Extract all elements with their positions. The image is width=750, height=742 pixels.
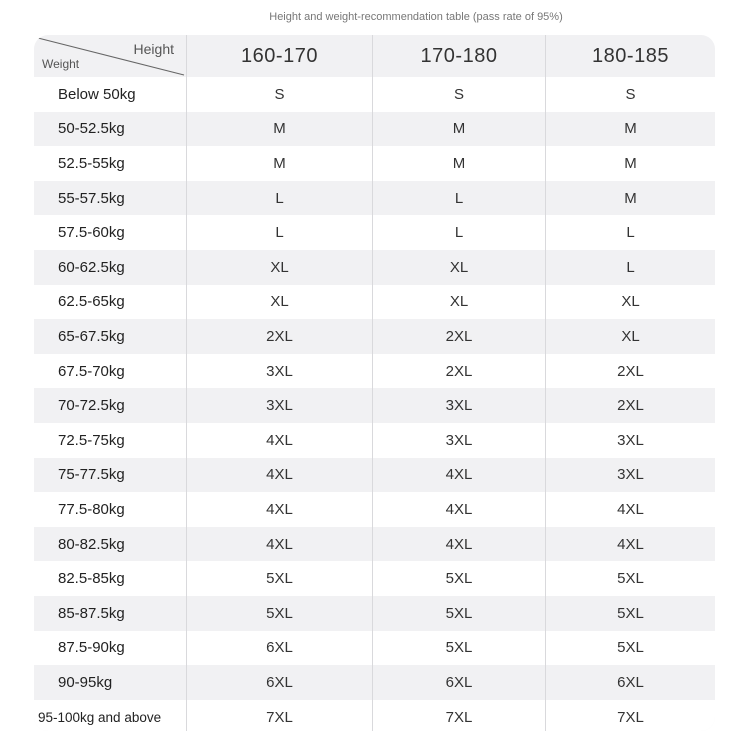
- weight-axis-label: Weight: [42, 57, 80, 71]
- weight-range-cell: 80-82.5kg: [58, 535, 125, 553]
- size-cell: 5XL: [266, 604, 293, 622]
- weight-range-cell: 52.5-55kg: [58, 154, 125, 172]
- size-cell: 3XL: [266, 362, 293, 380]
- column-divider: [372, 35, 373, 731]
- table-row: [34, 77, 715, 112]
- table-caption: Height and weight-recommendation table (pass rate of 95%): [269, 11, 563, 23]
- size-cell: M: [624, 154, 637, 172]
- size-cell: 4XL: [617, 500, 644, 518]
- weight-range-cell: 57.5-60kg: [58, 224, 125, 242]
- size-cell: 5XL: [445, 570, 473, 588]
- table-row: [34, 527, 715, 562]
- size-cell: L: [626, 258, 635, 276]
- size-cell: 3XL: [266, 397, 293, 415]
- weight-range-cell: 72.5-75kg: [58, 431, 125, 449]
- table-row: [34, 631, 715, 666]
- table-row: [34, 596, 715, 631]
- size-cell: 6XL: [266, 673, 293, 691]
- column-divider: [545, 35, 546, 731]
- weight-range-cell: 95-100kg and above: [38, 709, 162, 725]
- size-cell: 6XL: [617, 673, 644, 691]
- size-cell: 6XL: [445, 673, 473, 691]
- size-cell: 3XL: [445, 431, 473, 449]
- size-cell: M: [273, 154, 286, 172]
- size-cell: M: [452, 120, 466, 138]
- table-row: [34, 250, 715, 285]
- header-corner-cell: [34, 35, 186, 77]
- table-row: [34, 561, 715, 596]
- size-cell: 5XL: [445, 604, 473, 622]
- size-cell: 7XL: [445, 708, 473, 726]
- size-cell: 5XL: [617, 604, 644, 622]
- table-row: [34, 423, 715, 458]
- size-cell: 4XL: [445, 466, 473, 484]
- size-cell: 5XL: [445, 639, 473, 657]
- size-cell: 5XL: [266, 570, 293, 588]
- size-table: [34, 35, 715, 731]
- size-cell: 2XL: [617, 397, 644, 415]
- weight-range-cell: 90-95kg: [58, 673, 113, 691]
- size-cell: 4XL: [617, 535, 644, 553]
- size-cell: 7XL: [266, 708, 293, 726]
- table-row: [34, 458, 715, 493]
- size-cell: 3XL: [445, 397, 473, 415]
- weight-range-cell: 75-77.5kg: [58, 466, 125, 484]
- size-cell: 6XL: [266, 639, 293, 657]
- weight-range-cell: 60-62.5kg: [58, 258, 125, 276]
- column-header-height-1: 160-170: [241, 44, 318, 67]
- weight-range-cell: 55-57.5kg: [58, 189, 125, 207]
- size-cell: M: [624, 120, 637, 138]
- size-cell: XL: [449, 293, 469, 311]
- table-row: [34, 700, 715, 731]
- weight-range-cell: 62.5-65kg: [58, 293, 125, 311]
- weight-range-cell: 77.5-80kg: [58, 500, 125, 518]
- table-row: [34, 492, 715, 527]
- size-cell: L: [454, 189, 464, 207]
- column-header-height-2: 170-180: [420, 44, 498, 67]
- size-cell: XL: [270, 258, 289, 276]
- table-row: [34, 388, 715, 423]
- size-cell: XL: [449, 258, 469, 276]
- weight-range-cell: 85-87.5kg: [58, 604, 125, 622]
- size-cell: 4XL: [266, 535, 293, 553]
- weight-range-cell: 87.5-90kg: [58, 639, 125, 657]
- weight-range-cell: 67.5-70kg: [58, 362, 125, 380]
- size-cell: 4XL: [266, 466, 293, 484]
- size-cell: L: [626, 224, 635, 242]
- weight-range-cell: 70-72.5kg: [58, 397, 125, 415]
- size-cell: 5XL: [617, 639, 644, 657]
- size-cell: 3XL: [617, 466, 644, 484]
- size-cell: 4XL: [445, 535, 473, 553]
- table-header: [34, 35, 715, 77]
- size-cell: 3XL: [617, 431, 644, 449]
- size-cell: 2XL: [266, 327, 293, 345]
- size-cell: 2XL: [445, 362, 473, 380]
- size-cell: 5XL: [617, 570, 644, 588]
- size-cell: M: [273, 120, 286, 138]
- size-cell: L: [275, 224, 284, 242]
- size-cell: 4XL: [445, 500, 473, 518]
- size-cell: 7XL: [617, 708, 644, 726]
- size-cell: L: [275, 189, 284, 207]
- size-cell: S: [274, 85, 285, 103]
- weight-range-cell: 50-52.5kg: [58, 120, 125, 138]
- weight-range-cell: Below 50kg: [58, 85, 136, 103]
- size-cell: 4XL: [266, 500, 293, 518]
- size-cell: 2XL: [445, 327, 473, 345]
- size-cell: S: [453, 85, 464, 103]
- size-cell: XL: [621, 327, 640, 345]
- size-cell: M: [452, 154, 466, 172]
- table-row: [34, 112, 715, 147]
- size-cell: XL: [270, 293, 289, 311]
- weight-range-cell: 82.5-85kg: [58, 570, 125, 588]
- table-row: [34, 354, 715, 389]
- size-cell: M: [624, 189, 637, 207]
- size-cell: S: [625, 85, 636, 103]
- table-row: [34, 181, 715, 216]
- size-cell: 2XL: [617, 362, 644, 380]
- table-row: [34, 285, 715, 320]
- weight-range-cell: 65-67.5kg: [58, 327, 125, 345]
- size-cell: L: [454, 224, 464, 242]
- table-row: [34, 665, 715, 700]
- table-row: [34, 319, 715, 354]
- column-header-height-3: 180-185: [592, 44, 669, 67]
- column-divider: [186, 35, 187, 731]
- table-row: [34, 146, 715, 181]
- size-cell: XL: [621, 293, 640, 311]
- height-axis-label: Height: [133, 41, 174, 57]
- size-cell: 4XL: [266, 431, 293, 449]
- table-row: [34, 215, 715, 250]
